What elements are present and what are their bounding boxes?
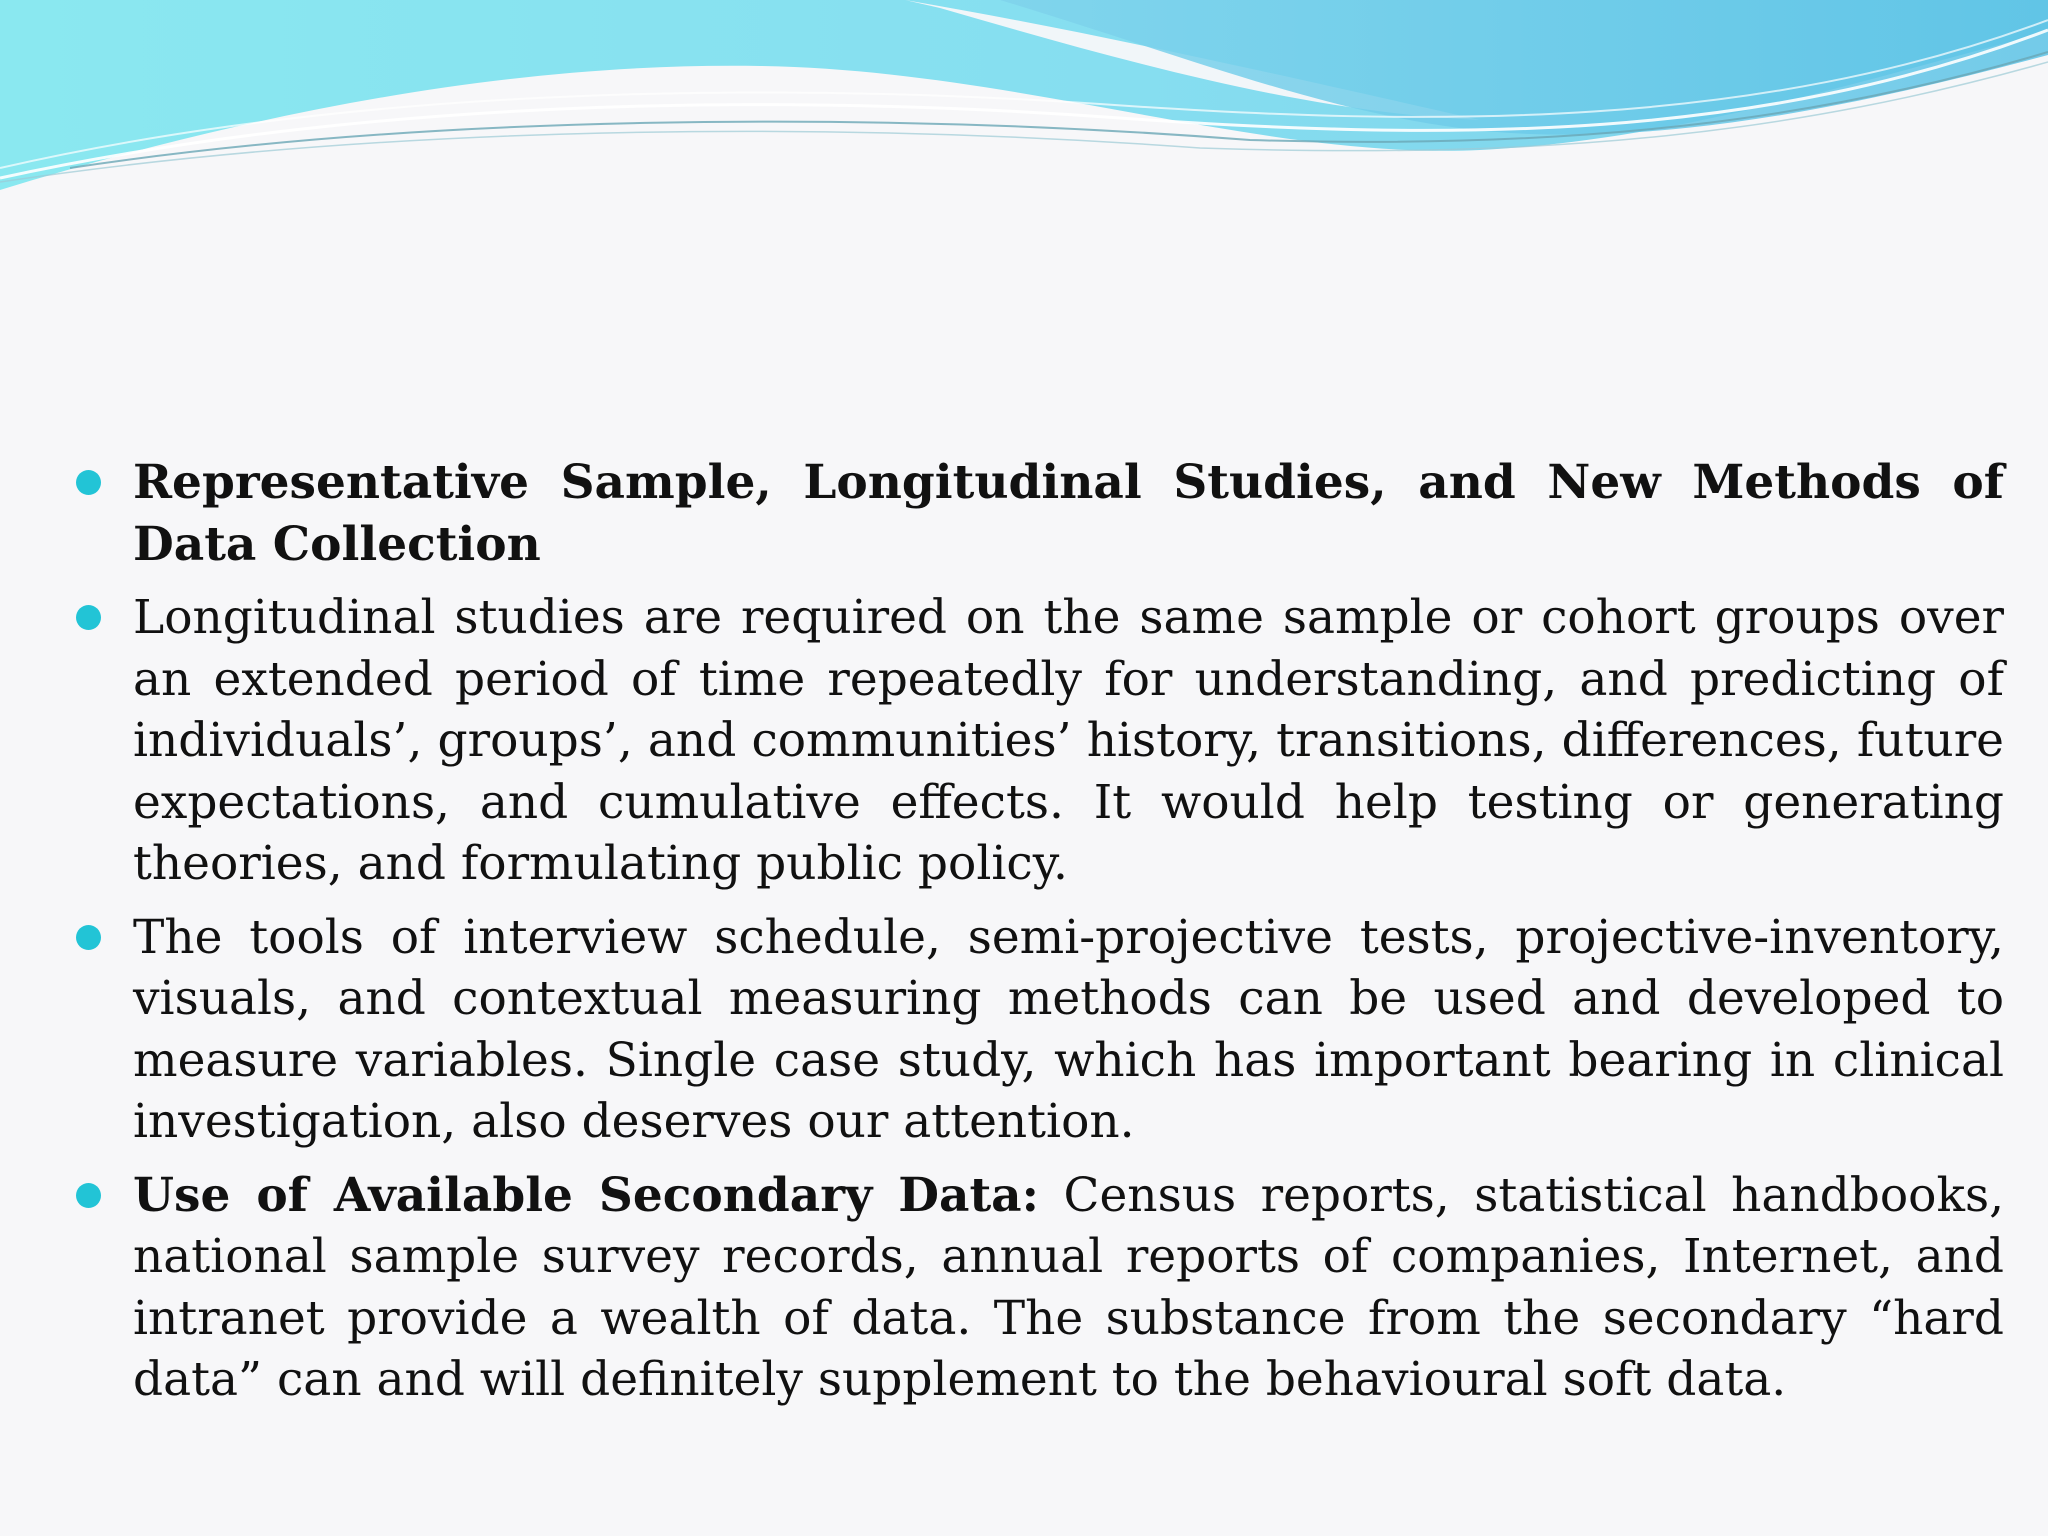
bullet-dot-icon <box>76 925 101 950</box>
header-wave-decoration <box>0 0 2048 240</box>
bullet-text: The tools of interview schedule, semi-projective tests, projective-inventory, visuals, and contextual measuring methods can be used and developed to measure variables. Single case study, which has important bearing in clinical investigation, also deserves our attention. <box>133 909 2004 1149</box>
bullet-item-data-collection-heading <box>133 452 2004 575</box>
bullet-bold-text: Use of Available Secondary Data: <box>133 1167 1039 1223</box>
bullet-text: Census reports, statistical handbooks, national sample survey records, annual reports of companies, Internet, and intranet provide a wealth of data. The substance from the secondary “hard data” can and will definitely supplement to the behavioural soft data. <box>133 1167 2005 1407</box>
bullet-bold-text: Representative Sample, Longitudinal Studies, and New Methods of Data Collection <box>133 455 2004 572</box>
bullet-dot-icon <box>76 470 101 495</box>
bullet-dot-icon <box>76 605 101 630</box>
bullet-item-measurement-tools <box>133 907 2004 1153</box>
bullet-item-secondary-data <box>133 1165 2004 1411</box>
bullet-item-longitudinal-studies <box>133 587 2004 895</box>
bullet-text: Longitudinal studies are required on the same sample or cohort groups over an extended period of time repeatedly for understanding, and predicting of individuals’, groups’, and communities’ history, transitions, differences, future expectations, and cumulative effects. It would help testing or generating theories, and formulating public policy. <box>133 590 2004 891</box>
bullet-dot-icon <box>76 1183 101 1208</box>
bullet-list <box>0 452 2048 1423</box>
